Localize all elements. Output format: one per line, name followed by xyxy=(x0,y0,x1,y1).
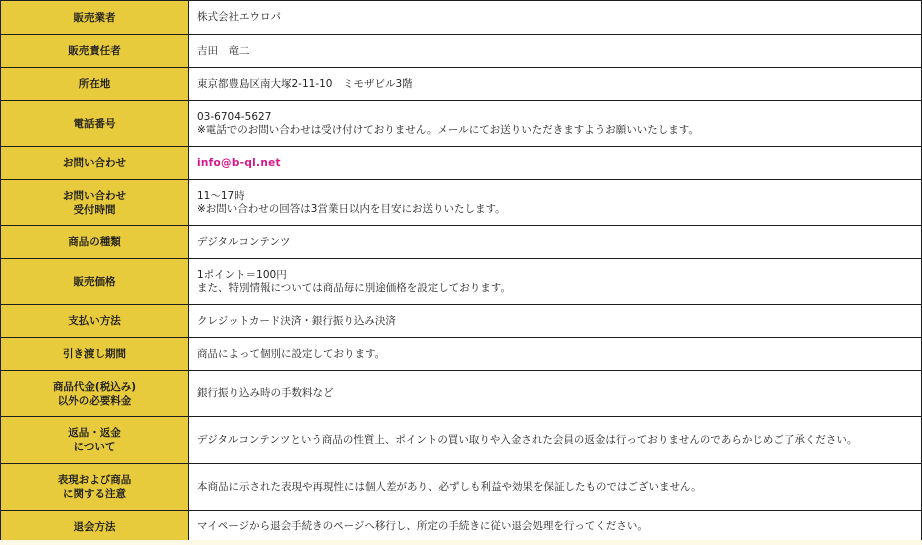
row-value xyxy=(189,101,922,147)
row-value xyxy=(189,259,922,305)
table-row-seller xyxy=(1,1,922,35)
row-label xyxy=(1,68,189,101)
table-row-address xyxy=(1,68,922,101)
price-value: 1ポイント＝100円 xyxy=(197,268,287,281)
row-label xyxy=(1,371,189,417)
table-row-withdrawal xyxy=(1,511,922,543)
row-label xyxy=(1,180,189,226)
row-label xyxy=(1,338,189,371)
value-text: マイページから退会手続きのページへ移行し、所定の手続きに従い退会処理を行ってください。 xyxy=(197,520,648,532)
label-text: 商品代金(税込み) xyxy=(52,380,137,393)
phone-number: 03-6704-5627 xyxy=(197,110,272,123)
price-note: また、特別情報については商品毎に別途価格を設定しております。 xyxy=(197,281,511,294)
label-text: 支払い方法 xyxy=(68,315,121,327)
row-value xyxy=(189,417,922,464)
row-value xyxy=(189,338,922,371)
label-text: 電話番号 xyxy=(73,117,116,130)
value-text: デジタルコンテンツ xyxy=(197,235,291,248)
contact-hours-note: ※お問い合わせの回答は3営業日以内を目安にお送りいたします。 xyxy=(197,202,506,215)
row-value xyxy=(189,35,922,68)
value-text: 商品によって個別に設定しております。 xyxy=(197,347,386,360)
row-label xyxy=(1,147,189,180)
label-text: 販売業者 xyxy=(73,11,116,24)
value-text: 本商品に示された表現や再現性には個人差があり、必ずしも利益や効果を保証したものではございません。 xyxy=(197,480,702,493)
table-row-price xyxy=(1,259,922,305)
phone-note: ※電話でのお問い合わせは受け付けておりません。メールにてお送りいただきますようお願いいたします。 xyxy=(197,123,699,136)
row-value xyxy=(189,371,922,417)
value-text: 株式会社エウロパ xyxy=(197,11,281,23)
label-text-line2: に関する注意 xyxy=(63,488,126,500)
row-label xyxy=(1,417,189,464)
table-row-phone xyxy=(1,101,922,147)
label-text: 引き渡し期間 xyxy=(63,348,126,360)
table-row-manager xyxy=(1,35,922,68)
label-text: 販売価格 xyxy=(73,275,116,288)
row-label xyxy=(1,511,189,543)
label-text: お問い合わせ xyxy=(63,157,126,169)
table-row-extra-fees xyxy=(1,371,922,417)
row-label xyxy=(1,305,189,338)
label-text: 返品・返金 xyxy=(68,427,121,439)
row-label xyxy=(1,101,189,147)
table-row-refund xyxy=(1,417,922,464)
bottom-band xyxy=(0,540,922,545)
row-value xyxy=(189,180,922,226)
table-row-contact-hours xyxy=(1,180,922,226)
row-value xyxy=(189,147,922,180)
value-text: 銀行振り込み時の手数料など xyxy=(197,387,334,399)
row-value xyxy=(189,305,922,338)
row-value xyxy=(189,68,922,101)
table-row-delivery xyxy=(1,338,922,371)
value-text: 吉田 竜二 xyxy=(197,44,250,57)
contact-email-link[interactable]: info@b-ql.net xyxy=(197,156,281,169)
value-text: 東京都豊島区南大塚2-11-10 ミモザビル3階 xyxy=(197,77,413,90)
table-row-contact xyxy=(1,147,922,180)
label-text-line2: 受付時間 xyxy=(73,203,116,216)
row-value xyxy=(189,1,922,35)
label-text: 商品の種類 xyxy=(68,236,121,248)
row-label xyxy=(1,35,189,68)
row-label xyxy=(1,226,189,259)
label-text-line2: 以外の必要料金 xyxy=(57,394,132,407)
label-text: 表現および商品 xyxy=(57,474,132,486)
table-row-product-type xyxy=(1,226,922,259)
label-text: 販売責任者 xyxy=(68,45,121,57)
label-text-line2: について xyxy=(73,441,116,453)
row-label xyxy=(1,1,189,35)
label-text: お問い合わせ xyxy=(63,189,126,202)
table-row-disclaimer xyxy=(1,464,922,511)
row-value xyxy=(189,464,922,511)
row-value xyxy=(189,226,922,259)
row-value xyxy=(189,511,922,543)
contact-hours: 11～17時 xyxy=(197,189,245,202)
value-text: デジタルコンテンツという商品の性質上、ポイントの買い取りや入金された会員の返金は行っておりませんのであらかじめご了承ください。 xyxy=(197,433,858,446)
label-text: 所在地 xyxy=(78,78,111,90)
row-label xyxy=(1,464,189,511)
value-text: クレジットカード決済・銀行振り込み決済 xyxy=(197,314,396,327)
table-row-payment xyxy=(1,305,922,338)
label-text: 退会方法 xyxy=(73,520,116,533)
row-label xyxy=(1,259,189,305)
